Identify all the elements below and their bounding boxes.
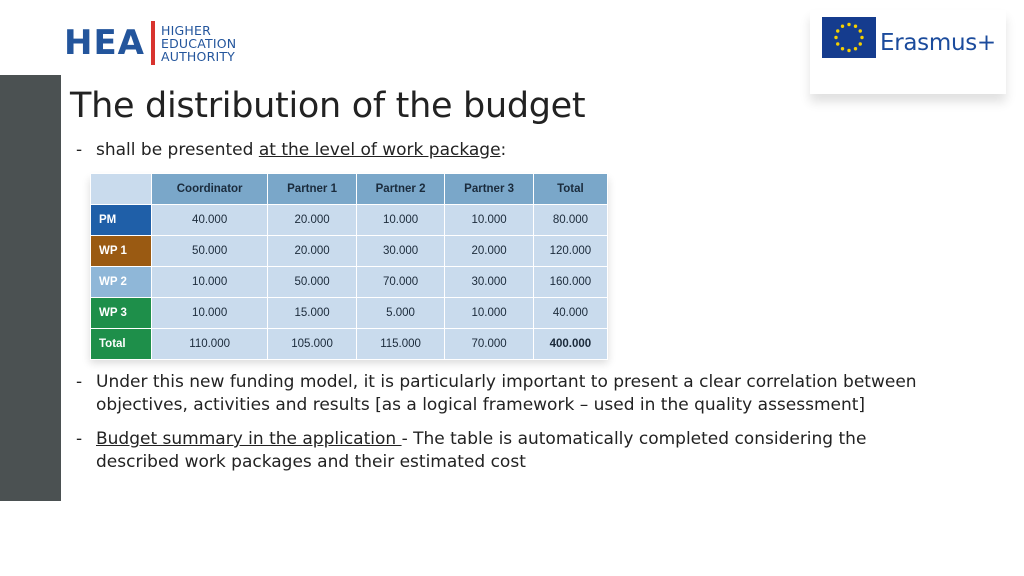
table-cell: 10.000	[445, 205, 534, 236]
eu-star-icon	[847, 23, 850, 26]
table-cell: 20.000	[268, 236, 357, 267]
row-header-cell: WP 2	[91, 267, 152, 298]
table-row	[91, 298, 608, 329]
column-header: Partner 3	[445, 174, 534, 205]
hea-logo-text	[161, 24, 236, 63]
bullet-line: described work packages and their estimated cost	[96, 452, 526, 472]
eu-star-icon	[834, 36, 837, 39]
table-cell: 40.000	[152, 205, 268, 236]
work-package-link[interactable]: at the level of work package	[258, 140, 501, 160]
bullet-line: Under this new funding model, it is particularly important to present a clear correlation between	[96, 372, 917, 392]
eu-star-icon	[854, 47, 857, 50]
table-cell: 5.000	[356, 298, 445, 329]
table-cell: 105.000	[268, 329, 357, 360]
table-cell: 10.000	[356, 205, 445, 236]
column-header: Coordinator	[152, 174, 268, 205]
table-row	[91, 205, 608, 236]
bullet-suffix: :	[500, 140, 507, 160]
table-cell: 110.000	[152, 329, 268, 360]
table-row	[91, 236, 608, 267]
table-cell: 70.000	[356, 267, 445, 298]
eu-star-icon	[847, 49, 850, 52]
table-row	[91, 267, 608, 298]
table-cell: 40.000	[533, 298, 607, 329]
table-header-row	[91, 174, 608, 205]
hea-logo-line: AUTHORITY	[161, 48, 236, 64]
table-cell: 10.000	[445, 298, 534, 329]
table-corner-cell	[91, 174, 152, 205]
table-cell: 30.000	[356, 236, 445, 267]
bullet-text: - The table is automatically completed considering the	[401, 429, 867, 449]
eu-star-icon	[836, 29, 839, 32]
bullet-work-package	[76, 139, 676, 162]
table-cell: 50.000	[268, 267, 357, 298]
eu-star-icon	[841, 25, 844, 28]
row-header-cell: Total	[91, 329, 152, 360]
table-cell: 30.000	[445, 267, 534, 298]
eu-stars-icon	[822, 17, 876, 58]
table-cell: 50.000	[152, 236, 268, 267]
table-cell: 10.000	[152, 267, 268, 298]
left-sidebar-bar	[0, 75, 61, 501]
bullet-dash: -	[76, 372, 83, 392]
eu-star-icon	[841, 47, 844, 50]
column-header: Total	[533, 174, 607, 205]
table-cell: 80.000	[533, 205, 607, 236]
row-header-cell: WP 3	[91, 298, 152, 329]
bullet-body	[96, 139, 506, 162]
bullet-text: shall be presented	[96, 140, 259, 160]
bullet-line: objectives, activities and results [as a logical framework – used in the quality assessment]	[96, 395, 866, 415]
bullet-line	[96, 428, 866, 451]
bullet-dash: -	[76, 429, 83, 449]
erasmus-logo	[810, 10, 1006, 94]
table-cell: 400.000	[533, 329, 607, 360]
table-row	[91, 329, 608, 360]
table-cell: 115.000	[356, 329, 445, 360]
budget-summary-link[interactable]: Budget summary in the application	[96, 429, 402, 449]
hea-logo	[64, 18, 236, 68]
table-cell: 20.000	[445, 236, 534, 267]
bullet-funding-model	[76, 371, 976, 419]
erasmus-wordmark: Erasmus+	[880, 30, 996, 56]
table-cell: 15.000	[268, 298, 357, 329]
eu-flag-icon	[822, 17, 876, 58]
row-header-cell: PM	[91, 205, 152, 236]
bullet-dash: -	[76, 140, 83, 160]
eu-star-icon	[859, 29, 862, 32]
eu-star-icon	[836, 42, 839, 45]
slide-title: The distribution of the budget	[70, 86, 586, 126]
eu-star-icon	[859, 42, 862, 45]
table-cell: 120.000	[533, 236, 607, 267]
column-header: Partner 1	[268, 174, 357, 205]
eu-star-icon	[854, 25, 857, 28]
table-cell: 160.000	[533, 267, 607, 298]
row-header-cell: WP 1	[91, 236, 152, 267]
hea-logo-line: EDUCATION	[161, 35, 237, 51]
budget-table-container	[90, 173, 608, 357]
hea-logo-mark: HEA	[64, 23, 145, 63]
table-cell: 20.000	[268, 205, 357, 236]
bullet-budget-summary	[76, 428, 976, 476]
bullet-body	[96, 371, 917, 417]
bullet-body	[96, 428, 866, 474]
hea-logo-line: HIGHER	[161, 22, 211, 38]
table-cell: 70.000	[445, 329, 534, 360]
eu-star-icon	[860, 36, 863, 39]
column-header: Partner 2	[356, 174, 445, 205]
table-cell: 10.000	[152, 298, 268, 329]
budget-table	[90, 173, 608, 360]
hea-logo-divider	[151, 21, 155, 65]
